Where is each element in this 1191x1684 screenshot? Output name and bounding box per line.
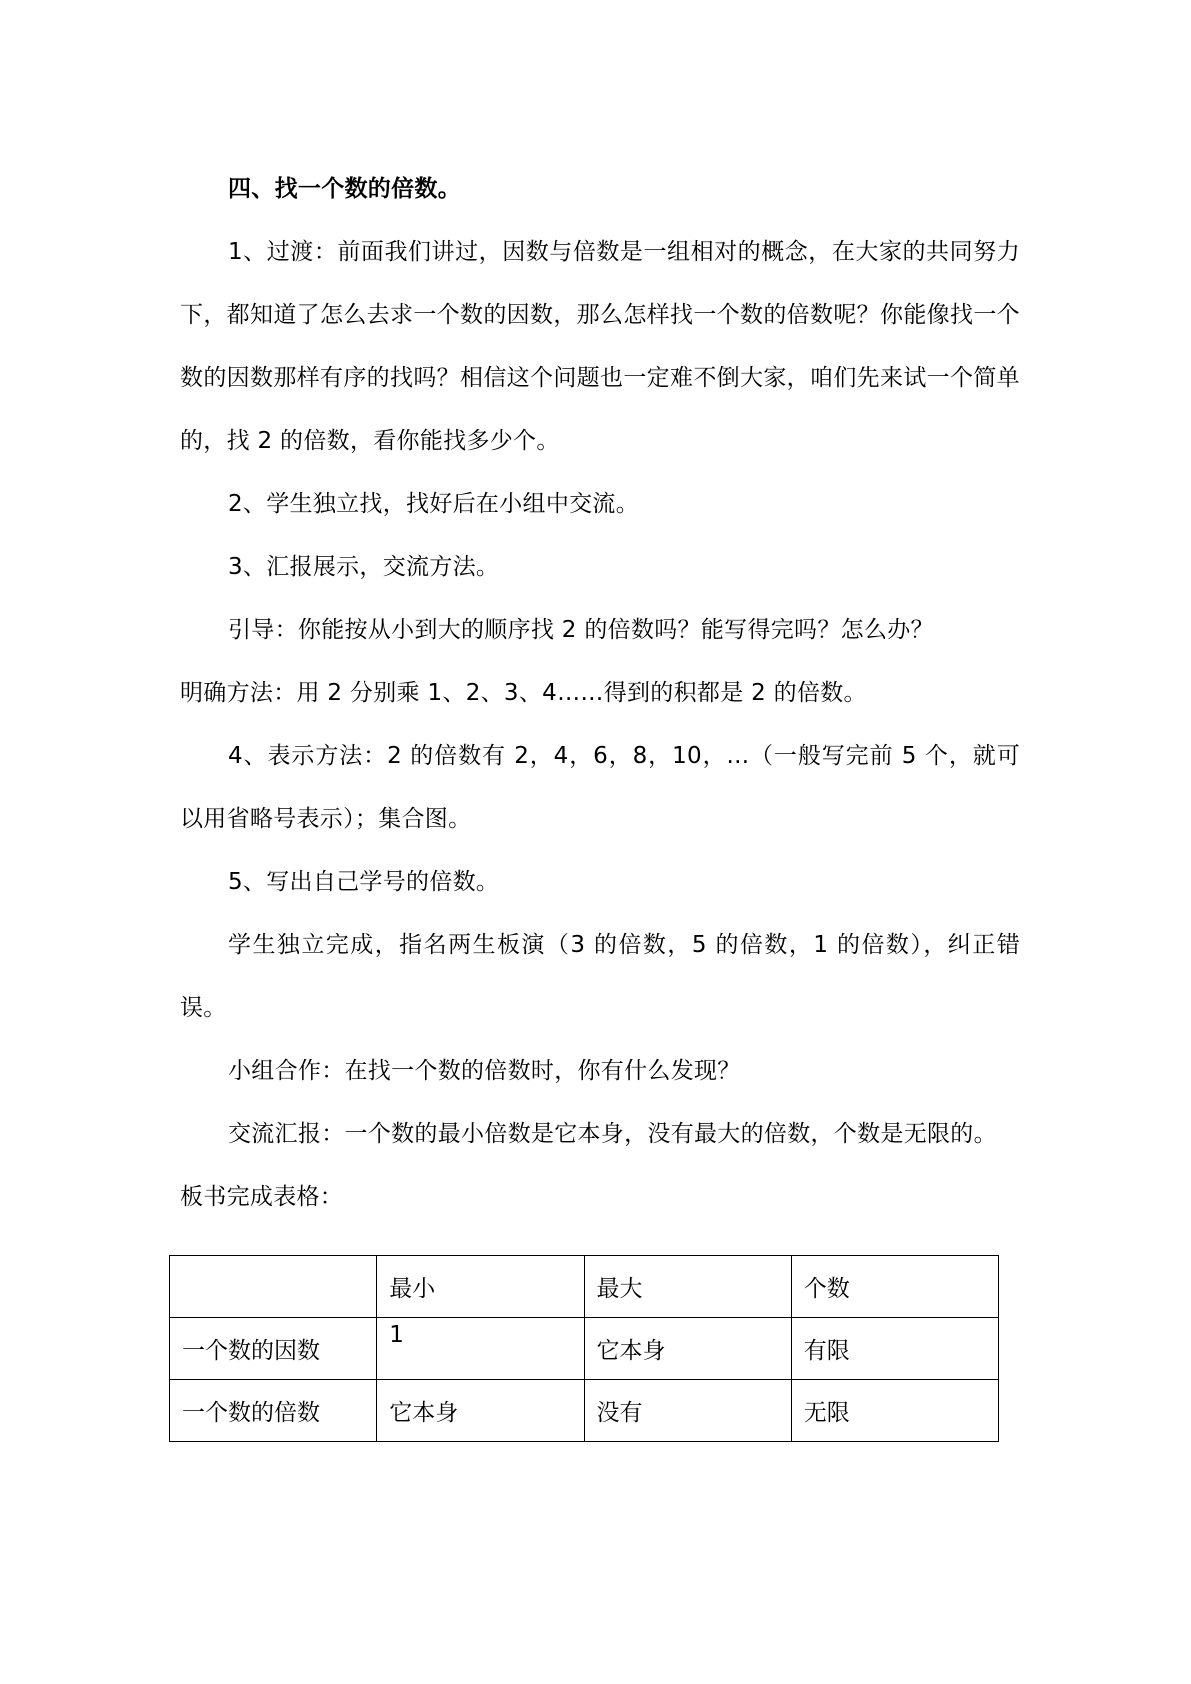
table-cell: 没有 — [584, 1380, 791, 1442]
paragraph-guide: 引导：你能按从小到大的顺序找 2 的倍数吗？能写得完吗？怎么办？ — [228, 617, 934, 643]
table-header-cell: 最大 — [584, 1256, 791, 1318]
paragraph-conclusion: 交流汇报：一个数的最小倍数是它本身，没有最大的倍数，个数是无限的。 — [228, 1121, 997, 1147]
comparison-table-wrapper — [169, 1255, 999, 1442]
paragraph-table-intro: 板书完成表格： — [180, 1184, 344, 1210]
paragraph-transition: 1、过渡：前面我们讲过，因数与倍数是一组相对的概念，在大家的共同努力下，都知道了怎么去求一个数的因数，那么怎样找一个数的倍数呢？你能像找一个数的因数那样有序的找吗？相信这个问题也一定难不倒大家，咱们先来试一个简单的，找 2 的倍数，看你能找多少个。 — [180, 239, 1020, 454]
table-cell: 它本身 — [377, 1380, 584, 1442]
paragraph-blackboard: 学生独立完成，指名两生板演（3 的倍数，5 的倍数，1 的倍数），纠正错误。 — [180, 932, 1020, 1021]
table-cell: 它本身 — [584, 1318, 791, 1380]
table-header-cell: 个数 — [791, 1256, 998, 1318]
table-cell: 一个数的因数 — [170, 1318, 377, 1380]
table-cell: 1 — [377, 1318, 584, 1380]
table-cell: 有限 — [791, 1318, 998, 1380]
paragraph-independent-find: 2、学生独立找，找好后在小组中交流。 — [228, 491, 640, 517]
table-row — [170, 1318, 999, 1380]
paragraph-representation: 4、表示方法：2 的倍数有 2，4，6，8，10，...（一般写完前 5 个，就可以用省略号表示）；集合图。 — [180, 743, 1020, 832]
table-header-row — [170, 1256, 999, 1318]
table-cell: 一个数的倍数 — [170, 1380, 377, 1442]
paragraph-group-work: 小组合作：在找一个数的倍数时，你有什么发现？ — [228, 1058, 741, 1084]
paragraph-method: 明确方法：用 2 分别乘 1、2、3、4……得到的积都是 2 的倍数。 — [180, 680, 867, 706]
document-body — [180, 158, 1020, 1229]
paragraph-report: 3、汇报展示，交流方法。 — [228, 554, 500, 580]
table-cell: 无限 — [791, 1380, 998, 1442]
table-header-cell — [170, 1256, 377, 1318]
comparison-table — [169, 1255, 999, 1442]
section-heading: 四、找一个数的倍数。 — [228, 176, 461, 202]
table-header-cell: 最小 — [377, 1256, 584, 1318]
table-row — [170, 1380, 999, 1442]
paragraph-student-number: 5、写出自己学号的倍数。 — [228, 869, 500, 895]
